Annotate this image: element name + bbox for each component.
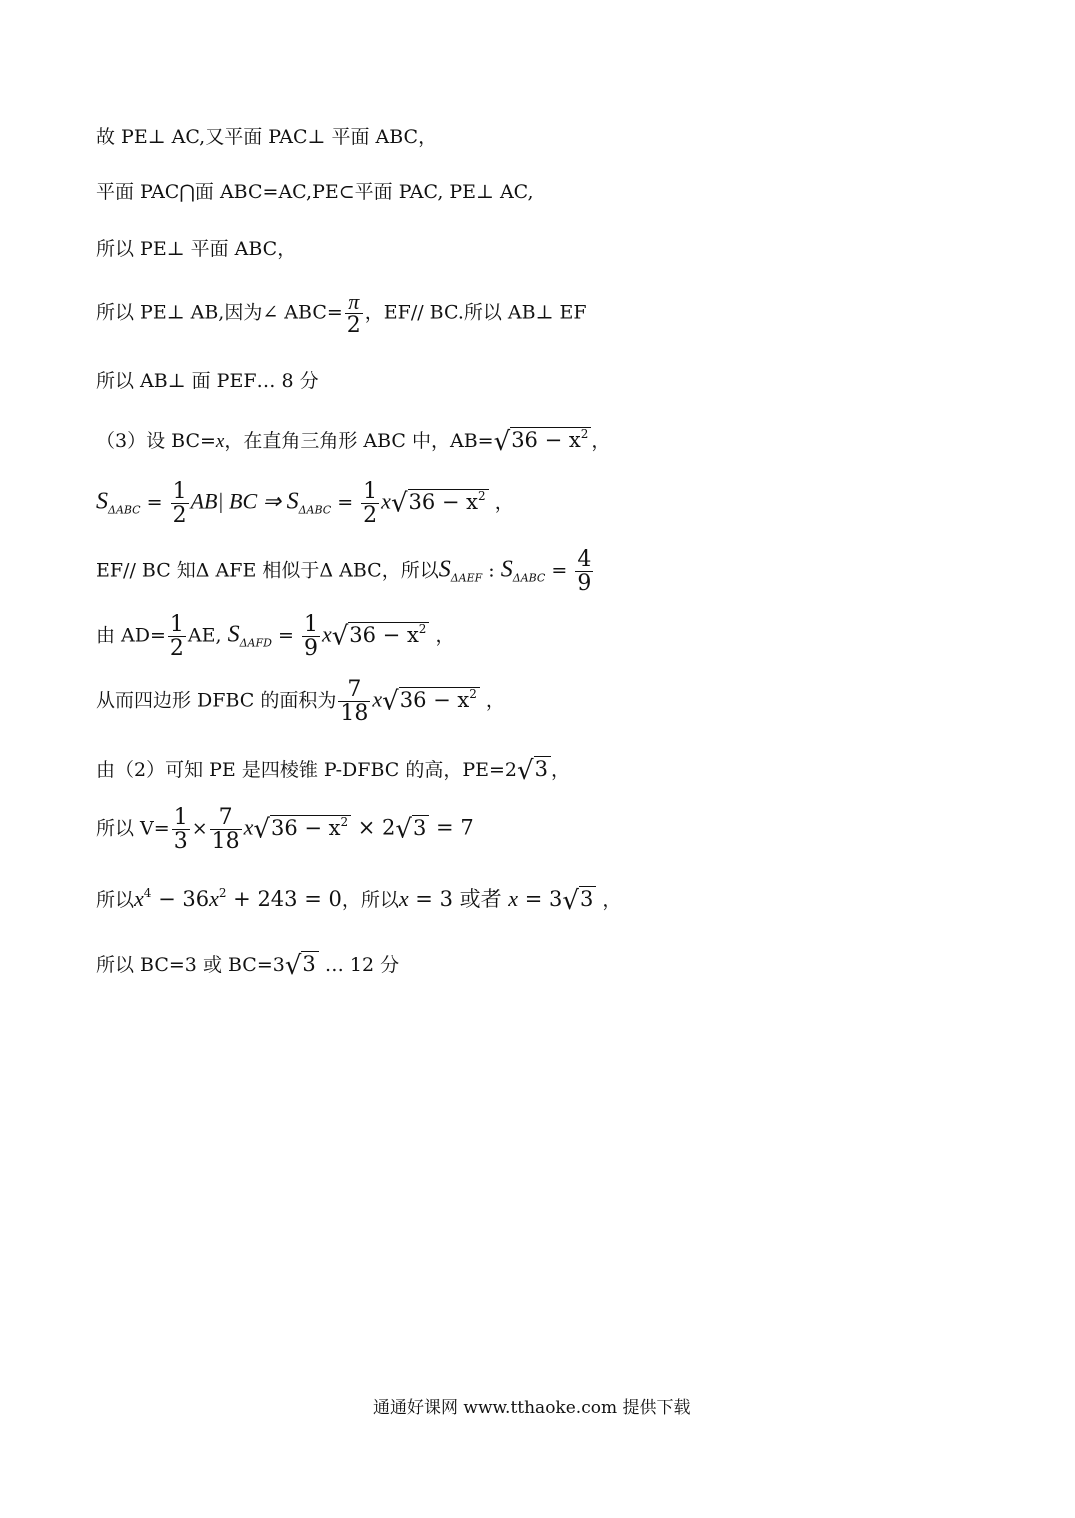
radicand-text: 36 − x [408, 489, 479, 514]
radicand [510, 427, 591, 452]
exponent: 4 [143, 886, 152, 900]
fraction-half [168, 613, 186, 660]
area-subscript: ΔABC [108, 503, 141, 517]
radicand [270, 815, 351, 840]
radical-sign: √ [562, 886, 579, 916]
variable-x: x [381, 488, 391, 514]
equals-seven: = 7 [429, 815, 474, 840]
line-text: 由（2）可知 PE 是四棱锥 P-DFBC 的高，PE=2 [96, 759, 517, 781]
numerator: 4 [577, 547, 592, 572]
line-1 [96, 128, 437, 147]
equals: = [140, 491, 169, 514]
line-text: ， [550, 759, 570, 781]
fraction-one-third [172, 806, 190, 853]
line-text: ， [591, 430, 611, 452]
variable-x: x [134, 886, 144, 911]
equals: = [331, 491, 360, 514]
denominator: 2 [169, 636, 184, 662]
line-text: ， [488, 491, 514, 514]
radicand-text: 36 − x [511, 428, 581, 452]
radicand: 3 [412, 815, 429, 840]
exponent: 2 [469, 686, 477, 701]
ratio-colon: : [482, 559, 501, 582]
page-footer: 通通好课网 www.tthaoke.com 提供下载 [373, 1398, 691, 1418]
radical-sign: √ [253, 814, 270, 845]
fraction-seven-eighteenths [210, 806, 242, 853]
denominator: 2 [346, 313, 361, 339]
radicand-text: 36 − x [349, 622, 419, 647]
line-text: ，所以 [341, 889, 399, 911]
denominator: 2 [363, 503, 378, 529]
area-symbol: S [286, 488, 299, 515]
line-6 [96, 428, 610, 455]
line-7 [96, 480, 514, 527]
line-text: 平面 PAC⋂面 ABC=AC,PE⊂平面 PAC, PE⊥ AC, [96, 181, 534, 203]
area-subscript: ΔABC [298, 503, 332, 517]
line-text: AE, [187, 624, 228, 647]
line-text: 所以 V= [96, 817, 170, 840]
line-text: … 12 分 [318, 954, 400, 976]
line-text: 所以 PE⊥ AB,因为∠ ABC= [96, 301, 343, 324]
numerator: 1 [173, 805, 188, 830]
radical-sign: √ [395, 814, 412, 845]
area-subscript: ΔAEF [450, 571, 483, 585]
fraction-pi-over-2 [345, 290, 363, 337]
area-subscript: ΔAFD [239, 636, 272, 650]
radical-sign: √ [382, 686, 399, 717]
line-2 [96, 183, 534, 202]
radicand [399, 687, 480, 712]
variable-x: x [372, 686, 383, 712]
fraction-seven-eighteenths [338, 678, 370, 725]
line-text: 所以 PE⊥ 平面 ABC， [96, 238, 297, 260]
times: × [191, 817, 208, 840]
area-symbol: S [438, 556, 451, 583]
radical-sign: √ [493, 427, 511, 457]
equals: = [271, 624, 300, 647]
radicand [348, 622, 429, 647]
radicand [408, 489, 489, 514]
line-text: 故 PE⊥ AC,又平面 PAC⊥ 平面 ABC， [96, 126, 438, 148]
exponent: 2 [580, 427, 589, 441]
exponent: 2 [478, 488, 486, 503]
denominator: 2 [172, 503, 187, 529]
line-text: ， [596, 889, 622, 911]
variable-x: x [215, 431, 225, 452]
radical-sign: √ [390, 488, 408, 519]
times-two: × 2 [351, 815, 396, 840]
denominator: 3 [173, 829, 188, 855]
equals: = [545, 559, 574, 582]
line-text: ，EF// BC.所以 AB⊥ EF [364, 301, 587, 324]
radical-sign: √ [284, 951, 302, 981]
line-8 [96, 548, 595, 595]
line-5 [96, 372, 319, 391]
line-12 [96, 806, 474, 853]
line-13 [96, 887, 621, 914]
product-ab-bc: AB| BC ⇒ [190, 488, 287, 514]
variable-x: x [398, 886, 409, 911]
denominator: 9 [577, 571, 592, 597]
line-text: 所以 AB⊥ 面 PEF… 8 分 [96, 370, 319, 392]
numerator: π [345, 290, 363, 314]
line-text: ， [429, 624, 455, 647]
line-text: 从而四边形 DFBC 的面积为 [96, 689, 337, 712]
area-symbol: S [500, 556, 513, 583]
exponent: 2 [340, 814, 349, 829]
fraction-half [361, 480, 379, 527]
denominator: 9 [303, 636, 318, 662]
exponent: 2 [218, 886, 227, 900]
fraction-half [171, 480, 189, 527]
variable-x: x [321, 621, 332, 647]
area-subscript: ΔABC [512, 571, 546, 585]
numerator: 1 [172, 479, 187, 504]
area-symbol: S [227, 621, 240, 648]
denominator: 18 [340, 701, 369, 727]
solution-one: = 3 或者 [408, 887, 509, 911]
variable-x: x [508, 886, 519, 911]
numerator: 7 [210, 806, 242, 830]
radicand: 3 [534, 756, 551, 781]
line-text: 由 AD= [96, 624, 166, 647]
area-symbol: S [96, 488, 108, 515]
fraction-one-ninth [302, 613, 320, 660]
line-text: EF// BC 知Δ AFE 相似于Δ ABC，所以 [96, 559, 439, 582]
radical-sign: √ [331, 621, 349, 652]
exponent: 2 [418, 621, 427, 636]
radicand: 3 [579, 886, 596, 911]
radical-sign: √ [517, 756, 534, 786]
fraction-four-ninths [575, 548, 593, 595]
line-text: 所以 BC=3 或 BC=3 [96, 954, 285, 976]
numerator: 7 [338, 678, 370, 702]
numerator: 1 [303, 612, 318, 637]
line-text: （3）设 BC= [96, 430, 216, 452]
line-10 [96, 678, 505, 725]
line-9 [96, 613, 454, 660]
line-text: ，在直角三角形 ABC 中，AB= [224, 430, 494, 452]
line-text: ， [479, 689, 505, 712]
numerator: 1 [363, 479, 378, 504]
line-4 [96, 290, 587, 337]
numerator: 1 [169, 612, 184, 637]
radicand-text: 36 − x [399, 687, 470, 712]
line-text: 所以 [96, 889, 135, 911]
line-3 [96, 240, 296, 259]
equation-part: + 243 = 0 [226, 887, 342, 911]
solution-two: = 3 [518, 887, 563, 911]
radicand: 3 [301, 951, 318, 976]
variable-x: x [209, 886, 219, 911]
line-14 [96, 953, 399, 979]
denominator: 18 [211, 829, 240, 855]
variable-x: x [243, 814, 254, 840]
line-11 [96, 758, 570, 784]
radicand-text: 36 − x [270, 815, 341, 840]
equation-part: − 36 [151, 887, 210, 911]
